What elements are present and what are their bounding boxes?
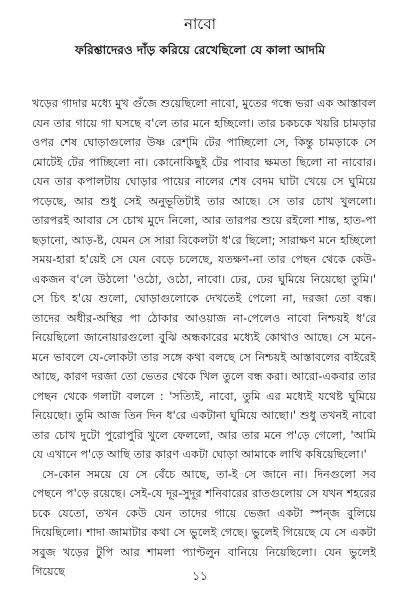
- chapter-title: নাবো: [183, 15, 217, 33]
- chapter-subtitle: ফরিশ্তাদেরও দাঁড় করিয়ে রেখেছিলো যে কালা আদমি: [74, 43, 326, 57]
- paragraph-1: খড়ের গাদার মধ্যে মুখ গুঁজে শুয়েছিলো নাবো, মুতের গন্ধে ভরা এক আস্তাবল যেন তার গায়ে গা ঘসছে ব'লে তার মনে হচ্ছিলো। তার চকচকে খয়রি চামড়ার ওপর শেষ ঘোড়াগুলোর উষ্ণ রেশ্‌মি টের পাচ্ছিলো সে, কিন্তু চামড়াকে সে মোটেই টের পাচ্ছিলো না। কোনোকিছুই টের পাবার ক্ষমতা ছিলো না নাবোর। যেন তার কপালটায় ঘোড়ার পায়ের নালের শেষ বেদম ঘাটা খেয়ে সে ঘুমিয়ে পড়েছে, আর শুধু সেই অনুভূতিটাই তার আছে। সে তার চোখ খুললো। তারপরই আবার সে চোখ মুদে নিলো, আর তারপর শুয়ে রইলো শান্ত, হাত-পা ছড়ানো, আড়-ষ্ট, যেমন সে সারা বিকেলটা ধ'রে ছিলো; সারাক্ষণ মনে হচ্ছিলো সময়-হারা হ'য়েই সে যেন বেড়ে চলেছে, যতক্ষণ-না তার পেছন থেকে কেউ-একজন ব'লে উঠলো 'ওঠো, ওঠো, নাবো। ঢের, ঢের ঘুমিয়ে নিয়েছো তুমি।' সে চিৎ হ'য়ে শুলো, ঘোড়াগুলোকে দেখতেই পেলো না, দরজা তো বন্ধ। তাদের অধীর-অস্থির পা ঠোকার আওয়াজ না-পেলেও নাবো নিশ্চয়ই ধ'রে নিয়েছিলো জানোয়ারগুলো বুঝি অন্ধকারের মধ্যেই কোথাও আছে। সে মনে-মনে ভাবলে যে-লোকটা তার সঙ্গে কথা বলছে সে নিশ্চয়ই আস্তাবলের বাইরেই আছে, কারণ দরজা তো ভেতর থেকে খিল তুলে বন্ধ করা। আরো-একবার তার পেছন থেকে গলাটা বললে : 'সত্যিই, নাবো, তুমি এর মধ্যেই যথেষ্ট ঘুমিয়ে নিয়েছো। তুমি আজ তিন দিন ধ'রে একটানা ঘুমিয়ে আছো।' শুধু তখনই নাবো তার চোখ দুটো পুরোপুরি খুলে ফেললো, আর তার মনে প'ড়ে গেলো, 'আমি যে এখানে প'ড়ে আছি তার কারণ একটা ঘোড়া আমাকে লাথি কষিয়েছিলো।': [32, 97, 376, 461]
- page-number: ১১: [192, 569, 208, 583]
- body-text: [32, 94, 376, 582]
- paragraph-2: সে-কোন সময়ে যে সে বেঁচে আছে, তা-ই সে জানে না। দিনগুলো সব পেছনে প'ড়ে রয়েছে। সেই-যে দূর-সুদূর শনিবারের রাতগুলোয় সে যখন শহরের চকে যেতো, তখন কেউ যেন তাদের গায়ে ভেজা একটা স্পন্জ বুলিয়ে দিয়েছিলো। শাদা জামাটার কথা সে ভুলেই গেছে। ভুলেই গিয়েছে যে সে একটা সবুজ খড়ের টুপি আর শামলা প্যাণ্টলুন বানিয়ে নিয়েছিলো। যেন ভুলেই গিয়েছে: [32, 467, 376, 578]
